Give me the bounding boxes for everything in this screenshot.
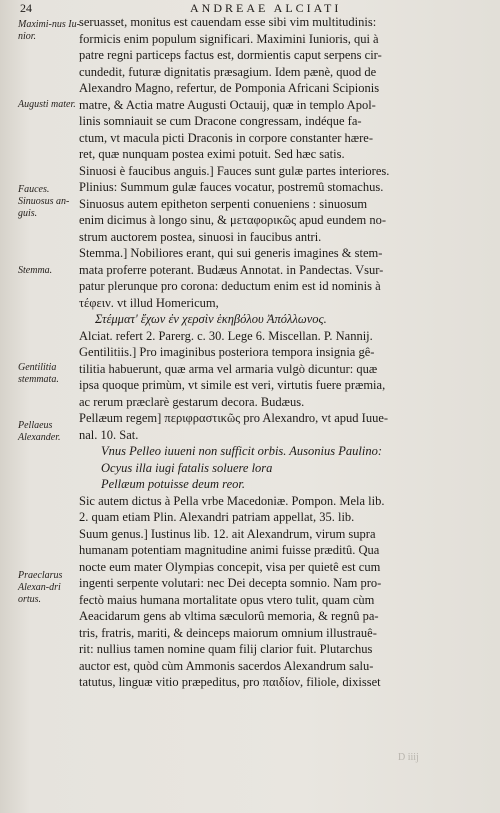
text-line: tris, fratris, mariti, & deinceps maiorum omnium illustrauê- [79,625,377,640]
margin-note-praeclarus: Praeclarus Alexan-dri ortus. [18,570,63,605]
margin-note-maximinus: Maximi-nus Iu-nior. [18,19,80,42]
text-line: Alexandro Magno, refertur, de Pomponia Africani Scipionis [79,81,380,95]
text-line: linis somniauit se cum Dracone congressam, indéque fa- [79,114,362,128]
margin-note-gentilitia: Gentilitia stemmata. [18,362,59,385]
text-line: ipsa quoque primùm, vt simile est veri, virtutis fuere præmia, [79,378,386,392]
margin-note-stemma: Stemma. [18,265,53,276]
text-line: ac rerum præclarè gestarum decora. Budæus. [79,394,305,409]
text-line: Sinuosus autem epitheton serpenti conueniens : sinuosum [79,196,368,211]
text-line: humanam potentiam magnitudine animi fuisse præditû. Qua [79,543,380,557]
verse-line: Vnus Pelleo iuueni non sufficit orbis. Ausonius Paulino: [101,444,383,458]
lemma-line: Pellæum regem] περιφραστικῶς pro Alexandro, vt apud Iuue- [79,411,389,425]
greek-quote-line: Στέμματ' ἔχων ἐν χερσὶν ἑκηβόλου Ἀπόλλωνος. [95,312,327,326]
text-line: mata proferre poterant. Budæus Annotat. in Pandectas. Vsur- [79,262,384,277]
lemma-line: Suum genus.] Iustinus lib. 12. ait Alexandrum, virum supra [79,526,376,541]
margin-note-pellaeus: Pellaeus Alexander. [18,420,61,443]
text-line: Alciat. refert 2. Parerg. c. 30. Lege 6. Miscellan. P. Nannij. [79,328,373,343]
text-line: Sic autem dictus à Pella vrbe Macedoniæ. Pompon. Mela lib. [79,493,385,508]
main-text [79,14,484,691]
margin-note-augusti: Augusti mater. [18,99,76,110]
lemma-line: Sinuosi è faucibus anguis.] Fauces sunt gulæ partes interiores. [79,163,390,178]
text-line: τέφειν. vt illud Homericum, [79,295,219,310]
text-line: cundedit, futuræ dignitatis præsagium. Idem pænè, quod de [79,64,377,79]
text-line: patre regni particeps factus est, dormientis caput serpens cir- [79,48,382,62]
text-line: seruasset, monitus est cauendam esse sibi vim multitudinis: [79,15,377,29]
text-line: tatutus, linguæ vitio præpeditus, pro παιδίον, filiole, dixisset [79,675,381,689]
text-line: enim dicimus à longo sinu, & μεταφορικῶς apud eundem no- [79,213,387,227]
text-line: nal. 10. Sat. [79,427,139,442]
text-line: auctor est, quòd cùm Ammonis sacerdos Alexandrum salu- [79,658,374,673]
verse-line: Pellæum potuisse deum reor. [101,477,245,491]
text-line: nocte eum mater Olympias concepit, visa per quietê est cum [79,559,381,574]
text-line: Aeacidarum gens ab vltima sæculorû memoria, & regnû pa- [79,609,379,623]
margin-note-fauces: Fauces. Sinuosus an-guis. [18,184,70,219]
text-line: formicis enim populum significari. Maximini Iunioris, qui à [79,31,379,46]
text-line: fectò maius humana mortalitate opus vtero tulit, quam cùm [79,592,375,607]
running-title: ANDREAE ALCIATI [190,1,342,15]
lemma-line: Stemma.] Nobiliores erant, qui sui generis imagines & stem- [79,246,383,260]
lemma-line: Gentilitiis.] Pro imaginibus posteriora tempora insignia gê- [79,345,375,359]
text-line: ingenti serpente volutari: nec Dei decepta somnio. Nam pro- [79,576,382,590]
text-line: Plinius: Summum gulæ fauces vocatur, postremû stomachus. [79,180,384,194]
text-line: patur plerunque pro corona: deductum enim est id nominis à [79,279,381,293]
text-line: strum auctorem postea, sinuosi in faucibus antri. [79,229,322,244]
text-line: matre, & Actia matre Augusti Octauij, quæ in templo Apol- [79,97,376,112]
text-line: 2. quam etiam Plin. Alexandri patriam appellat, 35. lib. [79,510,355,524]
text-line: rit: nullius tamen nomine quam filij clarior fuit. Plutarchus [79,642,373,656]
text-line: ret, quæ nunquam postea eximi potuit. Sed hæc satis. [79,147,345,161]
verse-line: Ocyus illa iugi fatalis soluere lora [101,460,273,475]
bleed-through-signature: D iiij [398,752,419,763]
page-number: 24 [20,1,32,15]
text-line: ctum, vt macula picti Draconis in corpore constanter hære- [79,130,373,145]
text-line: tilitia habuerunt, quæ arma vel armaria vulgò dicuntur: quæ [79,361,378,376]
